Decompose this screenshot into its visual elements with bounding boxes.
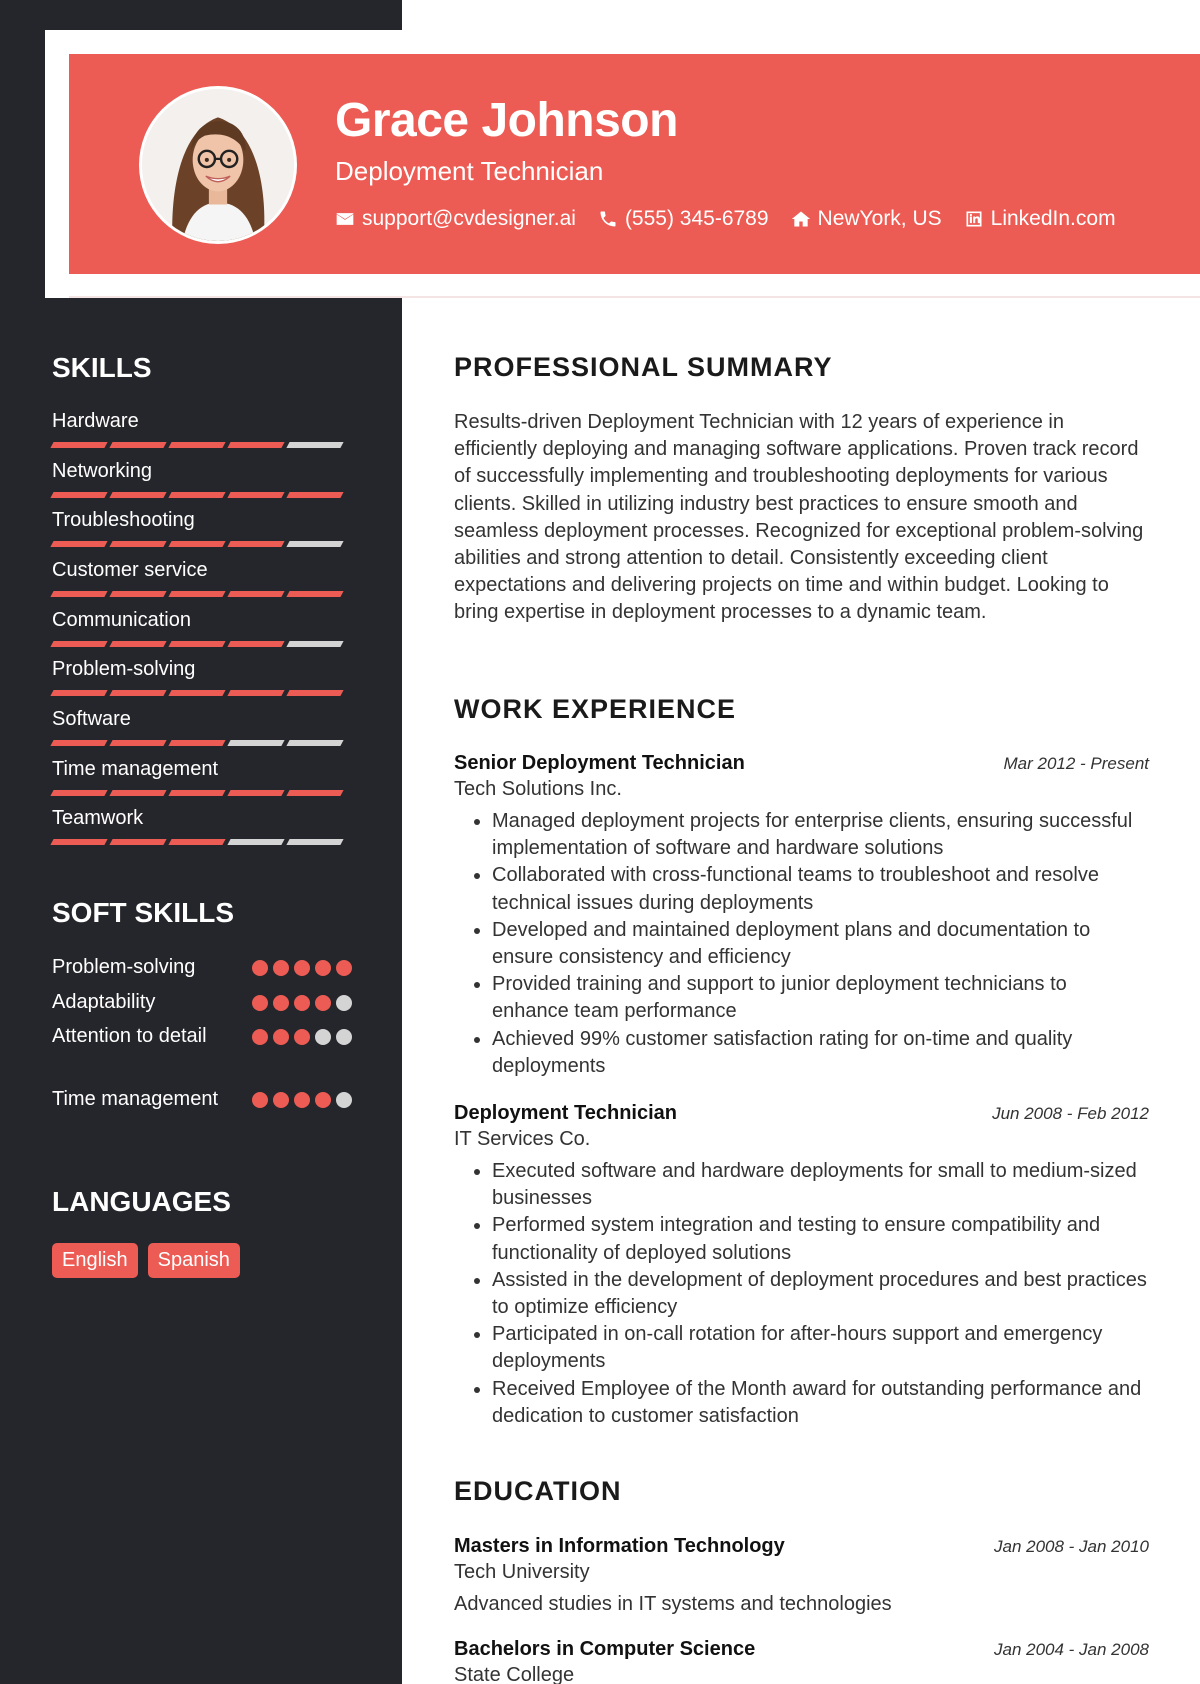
contact-phone[interactable] bbox=[598, 207, 769, 231]
job-bullet: • Performed system integration and testing to ensure compatibility and functionality of deployed solutions bbox=[492, 1212, 1149, 1266]
skill-bar bbox=[52, 591, 352, 597]
rating-dot bbox=[294, 1092, 310, 1108]
job-bullet: • Collaborated with cross-functional teams to troubleshoot and resolve technical issues during deployments bbox=[492, 862, 1149, 916]
degree-title: Bachelors in Computer Science bbox=[454, 1638, 756, 1660]
education-description: Advanced studies in IT systems and technologies bbox=[454, 1593, 892, 1615]
soft-skill-rating bbox=[252, 989, 352, 1016]
contact-email[interactable] bbox=[335, 207, 576, 231]
rating-dot bbox=[273, 1029, 289, 1045]
skill-bar bbox=[52, 690, 352, 696]
rating-dot bbox=[273, 960, 289, 976]
soft-skill-item bbox=[52, 954, 352, 981]
home-icon bbox=[791, 209, 811, 229]
languages-heading: LANGUAGES bbox=[52, 1186, 231, 1217]
portrait-illustration bbox=[142, 89, 294, 241]
experience-entry bbox=[454, 752, 1149, 1080]
skill-bar-segment bbox=[168, 641, 225, 647]
skill-bar-segment bbox=[227, 740, 284, 746]
job-role: Deployment Technician bbox=[454, 1102, 678, 1124]
skill-bar-segment bbox=[109, 442, 166, 448]
rating-dot bbox=[273, 995, 289, 1011]
soft-skill-label: Problem-solving bbox=[52, 956, 196, 978]
soft-skill-label: Adaptability bbox=[52, 991, 156, 1013]
job-bullet: • Participated in on-call rotation for after-hours support and emergency deployments bbox=[492, 1321, 1149, 1375]
skill-label: Troubleshooting bbox=[52, 509, 195, 531]
contact-linkedin[interactable] bbox=[964, 207, 1116, 231]
skill-bar-segment bbox=[286, 591, 343, 597]
skill-bar-segment bbox=[109, 690, 166, 696]
rating-dot bbox=[252, 1092, 268, 1108]
contact-location-text: NewYork, US bbox=[817, 207, 942, 230]
skill-label: Software bbox=[52, 708, 131, 730]
experience-entry bbox=[454, 1102, 1149, 1430]
skill-bar-segment bbox=[50, 740, 107, 746]
phone-icon bbox=[598, 209, 618, 229]
skill-bar-segment bbox=[109, 790, 166, 796]
soft-skill-rating bbox=[252, 954, 352, 981]
linkedin-icon bbox=[964, 209, 984, 229]
skill-bar-segment bbox=[227, 839, 284, 845]
job-bullet: • Achieved 99% customer satisfaction rating for on-time and quality deployments bbox=[492, 1026, 1149, 1080]
language-list bbox=[52, 1243, 240, 1278]
education-entry bbox=[454, 1535, 1149, 1616]
skill-bar bbox=[52, 740, 352, 746]
skill-bar-segment bbox=[286, 541, 343, 547]
education-dates: Jan 2008 - Jan 2010 bbox=[993, 1537, 1149, 1556]
job-dates: Mar 2012 - Present bbox=[1003, 754, 1149, 773]
skill-bar-segment bbox=[109, 839, 166, 845]
skill-bar-segment bbox=[168, 591, 225, 597]
skill-bar-segment bbox=[227, 641, 284, 647]
job-bullet: • Managed deployment projects for enterprise clients, ensuring successful implementation of software and hardware solutions bbox=[492, 808, 1149, 862]
education-dates: Jan 2004 - Jan 2008 bbox=[993, 1640, 1149, 1659]
skill-bar-segment bbox=[286, 839, 343, 845]
soft-skill-item bbox=[52, 1023, 352, 1050]
school-name: State College bbox=[454, 1664, 575, 1684]
skill-bar-segment bbox=[168, 740, 225, 746]
rating-dot bbox=[294, 1029, 310, 1045]
soft-skill-rating bbox=[252, 1023, 352, 1050]
skill-bar-segment bbox=[109, 591, 166, 597]
rating-dot bbox=[294, 995, 310, 1011]
skill-item bbox=[52, 559, 352, 597]
skill-bar-segment bbox=[50, 641, 107, 647]
job-title: Deployment Technician bbox=[335, 156, 604, 186]
skill-bar-segment bbox=[227, 591, 284, 597]
skill-item bbox=[52, 758, 352, 796]
skill-bar-segment bbox=[50, 492, 107, 498]
header-divider bbox=[69, 296, 1200, 298]
education-entry bbox=[454, 1638, 1149, 1684]
skill-bar-segment bbox=[286, 790, 343, 796]
skill-item bbox=[52, 807, 352, 845]
skill-bar bbox=[52, 839, 352, 845]
degree-title: Masters in Information Technology bbox=[454, 1535, 785, 1557]
job-bullet: • Executed software and hardware deployments for small to medium-sized businesses bbox=[492, 1158, 1149, 1212]
soft-skill-rating bbox=[252, 1086, 352, 1113]
skill-item bbox=[52, 708, 352, 746]
skill-bar-segment bbox=[168, 839, 225, 845]
skill-bar-segment bbox=[109, 641, 166, 647]
skill-bar-segment bbox=[50, 790, 107, 796]
skill-item bbox=[52, 609, 352, 647]
skill-item bbox=[52, 460, 352, 498]
skill-label: Teamwork bbox=[52, 807, 144, 829]
skill-bar-segment bbox=[50, 591, 107, 597]
contact-linkedin-text: LinkedIn.com bbox=[990, 207, 1116, 230]
company-name: IT Services Co. bbox=[454, 1128, 591, 1150]
skill-bar-segment bbox=[168, 690, 225, 696]
contact-email-text: support@cvdesigner.ai bbox=[362, 207, 576, 230]
contact-list bbox=[335, 207, 1116, 231]
skill-bar-segment bbox=[50, 690, 107, 696]
education-heading: EDUCATION bbox=[454, 1476, 622, 1506]
skill-item bbox=[52, 658, 352, 696]
job-bullets bbox=[454, 1158, 1149, 1430]
contact-location bbox=[791, 207, 942, 231]
rating-dot bbox=[336, 1029, 352, 1045]
summary-text: Results-driven Deployment Technician with 12 years of experience in efficiently deploying and managing software applications. Proven track record of successfully implementing and troubleshooting deployments for various clients. Skilled in utilizing industry best practices to ensure smooth and seamless deployment processes. Recognized for exceptional problem-solving abilities and strong attention to detail. Consistently exceeding client expectations and delivering projects on time and within budget. Looking to bring expertise in deployment processes to a dynamic team. bbox=[454, 411, 1144, 624]
skill-bar bbox=[52, 790, 352, 796]
job-bullet: • Developed and maintained deployment plans and documentation to ensure consistency and efficiency bbox=[492, 917, 1149, 971]
skill-label: Problem-solving bbox=[52, 658, 196, 680]
rating-dot bbox=[294, 960, 310, 976]
skill-bar-segment bbox=[286, 690, 343, 696]
skill-bar-segment bbox=[227, 790, 284, 796]
skill-bar-segment bbox=[286, 442, 343, 448]
skill-bar-segment bbox=[227, 690, 284, 696]
skill-label: Hardware bbox=[52, 410, 139, 432]
language-badge: Spanish bbox=[148, 1243, 240, 1278]
skill-bar-segment bbox=[286, 740, 343, 746]
contact-phone-text: (555) 345-6789 bbox=[624, 207, 769, 230]
skill-bar-segment bbox=[109, 740, 166, 746]
school-name: Tech University bbox=[454, 1561, 590, 1583]
skill-label: Networking bbox=[52, 460, 153, 482]
rating-dot bbox=[252, 960, 268, 976]
skill-bar bbox=[52, 641, 352, 647]
language-badge: English bbox=[52, 1243, 138, 1278]
skill-item bbox=[52, 410, 352, 448]
rating-dot bbox=[252, 1029, 268, 1045]
soft-skill-item bbox=[52, 989, 352, 1016]
skill-bar-segment bbox=[168, 442, 225, 448]
summary-heading: PROFESSIONAL SUMMARY bbox=[454, 352, 833, 382]
skill-bar bbox=[52, 541, 352, 547]
soft-skill-label: Time management bbox=[52, 1088, 218, 1110]
job-dates: Jun 2008 - Feb 2012 bbox=[992, 1104, 1149, 1123]
rating-dot bbox=[273, 1092, 289, 1108]
rating-dot bbox=[336, 995, 352, 1011]
skill-bar-segment bbox=[227, 492, 284, 498]
skill-bar-segment bbox=[50, 541, 107, 547]
job-bullet: • Provided training and support to junior deployment technicians to enhance team performance bbox=[492, 971, 1149, 1025]
skill-label: Communication bbox=[52, 609, 191, 631]
skill-bar-segment bbox=[50, 442, 107, 448]
job-bullets bbox=[454, 808, 1149, 1080]
skill-item bbox=[52, 509, 352, 547]
candidate-name: Grace Johnson bbox=[335, 94, 678, 147]
skill-bar-segment bbox=[168, 790, 225, 796]
soft-skills-heading: SOFT SKILLS bbox=[52, 897, 234, 928]
rating-dot bbox=[336, 1092, 352, 1108]
skill-bar-segment bbox=[286, 492, 343, 498]
rating-dot bbox=[315, 960, 331, 976]
rating-dot bbox=[315, 1029, 331, 1045]
skill-label: Customer service bbox=[52, 559, 208, 581]
envelope-icon bbox=[335, 209, 355, 229]
job-bullet: • Received Employee of the Month award for outstanding performance and dedication to customer satisfaction bbox=[492, 1376, 1149, 1430]
skill-label: Time management bbox=[52, 758, 218, 780]
rating-dot bbox=[336, 960, 352, 976]
skill-bar-segment bbox=[286, 641, 343, 647]
skill-bar-segment bbox=[227, 442, 284, 448]
soft-skill-item bbox=[52, 1086, 352, 1113]
skill-bar-segment bbox=[50, 839, 107, 845]
soft-skill-label: Attention to detail bbox=[52, 1025, 207, 1047]
rating-dot bbox=[315, 995, 331, 1011]
skill-bar-segment bbox=[168, 541, 225, 547]
skill-bar-segment bbox=[168, 492, 225, 498]
experience-heading: WORK EXPERIENCE bbox=[454, 694, 737, 724]
skill-bar bbox=[52, 442, 352, 448]
job-role: Senior Deployment Technician bbox=[454, 752, 745, 774]
skill-bar bbox=[52, 492, 352, 498]
rating-dot bbox=[252, 995, 268, 1011]
profile-photo bbox=[139, 86, 297, 244]
rating-dot bbox=[315, 1092, 331, 1108]
skill-bar-segment bbox=[109, 541, 166, 547]
job-bullet: • Assisted in the development of deployment procedures and best practices to optimize efficiency bbox=[492, 1267, 1149, 1321]
skill-bar-segment bbox=[227, 541, 284, 547]
skill-bar-segment bbox=[109, 492, 166, 498]
skills-heading: SKILLS bbox=[52, 352, 152, 383]
company-name: Tech Solutions Inc. bbox=[454, 778, 622, 800]
